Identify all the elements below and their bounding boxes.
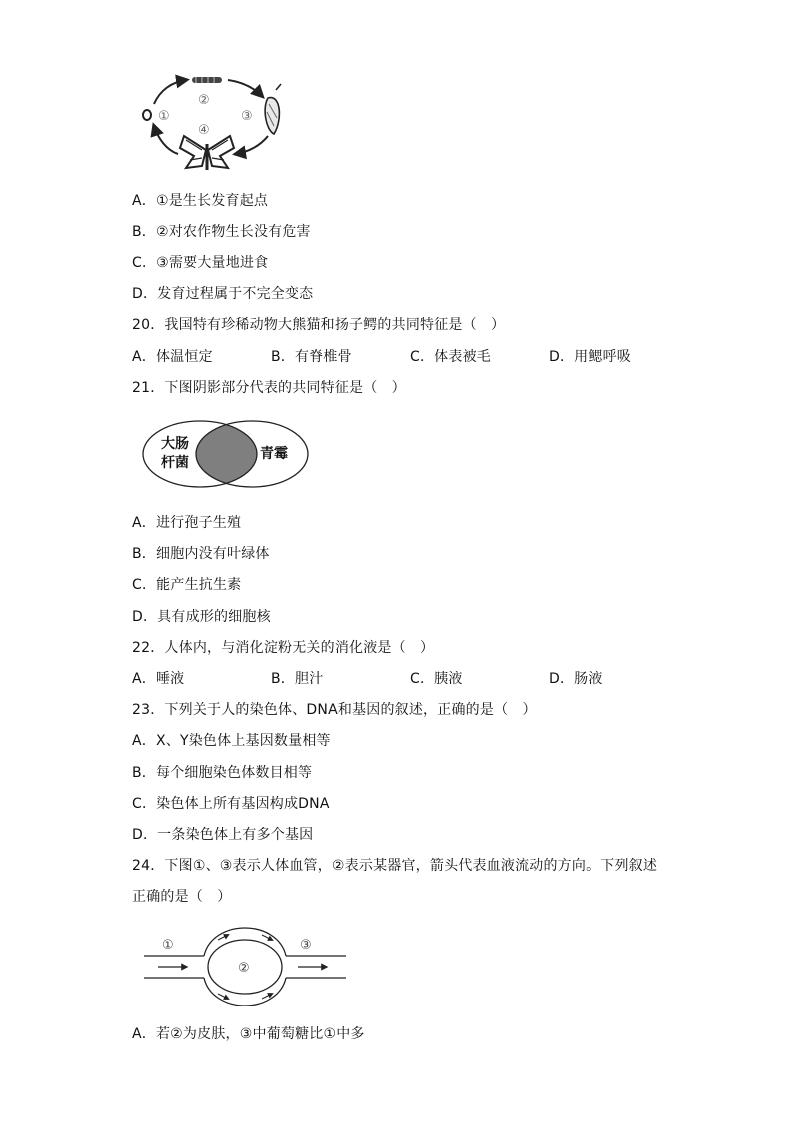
vessel-label-1: ① (162, 938, 174, 953)
q21-option-b: B．细胞内没有叶绿体 (132, 546, 270, 562)
stage-label-3: ③ (241, 109, 253, 124)
stage-label-4: ④ (198, 123, 210, 138)
lifecycle-figure (136, 74, 296, 174)
q21-option-d: D．具有成形的细胞核 (132, 609, 271, 625)
q21-option-a: A．进行孢子生殖 (132, 515, 242, 531)
q23-option-d: D．一条染色体上有多个基因 (132, 827, 314, 843)
arrow-pupa-to-adult (236, 136, 268, 154)
venn-right-label: 青霉 (260, 446, 288, 462)
organ-outer-wall-bottom (204, 978, 286, 1006)
q22-options (132, 669, 652, 689)
q24-stem-line-1: 24．下图①、③表示人体血管，②表示某器官，箭头代表血液流动的方向。下列叙述 (132, 858, 658, 874)
q19-option-a: A．①是生长发育起点 (132, 193, 269, 209)
q19-option-d: D．发育过程属于不完全变态 (132, 286, 314, 302)
stage-label-1: ① (158, 109, 170, 124)
q22-option-c: C．胰液 (410, 671, 463, 687)
blood-vessel-diagram (144, 922, 348, 1006)
flow-arrow-top-2 (262, 935, 272, 940)
arrow-larva-to-pupa (228, 80, 262, 96)
q21-option-c: C．能产生抗生素 (132, 577, 242, 593)
q22-option-d: D．肠液 (549, 671, 603, 687)
q24-stem-line-2: 正确的是（ ） (132, 889, 232, 905)
butterfly-icon (180, 136, 234, 170)
q20-option-d: D．用鳃呼吸 (549, 349, 631, 365)
venn-left-label-2: 杆菌 (161, 455, 189, 471)
flow-arrow-bottom-2 (262, 994, 272, 999)
flow-arrow-top-1 (218, 935, 228, 940)
q23-stem: 23．下列关于人的染色体、DNA和基因的叙述，正确的是（ ） (132, 702, 537, 718)
q24-option-a: A．若②为皮肤，③中葡萄糖比①中多 (132, 1026, 365, 1042)
pupa-icon (265, 84, 281, 134)
larva-icon (192, 77, 222, 83)
q20-option-c: C．体表被毛 (410, 349, 491, 365)
q20-option-b: B．有脊椎骨 (271, 349, 352, 365)
q23-option-c: C．染色体上所有基因构成DNA (132, 796, 330, 812)
organ-outer-wall-top (204, 928, 286, 956)
q23-option-b: B．每个细胞染色体数目相等 (132, 765, 313, 781)
organ-label-2: ② (238, 961, 250, 976)
q23-option-a: A．X、Y染色体上基因数量相等 (132, 733, 331, 749)
venn-left-label-1: 大肠 (161, 436, 189, 452)
flow-arrow-bottom-1 (218, 994, 228, 999)
q20-stem: 20．我国特有珍稀动物大熊猫和扬子鳄的共同特征是（ ） (132, 317, 506, 333)
q20-option-a: A．体温恒定 (132, 349, 213, 365)
q19-option-c: C．③需要大量地进食 (132, 255, 269, 271)
q20-options (132, 347, 652, 367)
q21-stem: 21．下图阴影部分代表的共同特征是（ ） (132, 380, 406, 396)
q22-option-a: A．唾液 (132, 671, 185, 687)
q22-option-b: B．胆汁 (271, 671, 324, 687)
egg-icon (143, 110, 151, 120)
arrow-egg-to-larva (154, 80, 186, 104)
vessel-label-3: ③ (300, 938, 312, 953)
stage-label-2: ② (198, 93, 210, 108)
venn-diagram (142, 419, 310, 489)
arrow-adult-to-egg (154, 126, 178, 154)
q22-stem: 22．人体内，与消化淀粉无关的消化液是（ ） (132, 640, 435, 656)
q19-option-b: B．②对农作物生长没有危害 (132, 224, 311, 240)
